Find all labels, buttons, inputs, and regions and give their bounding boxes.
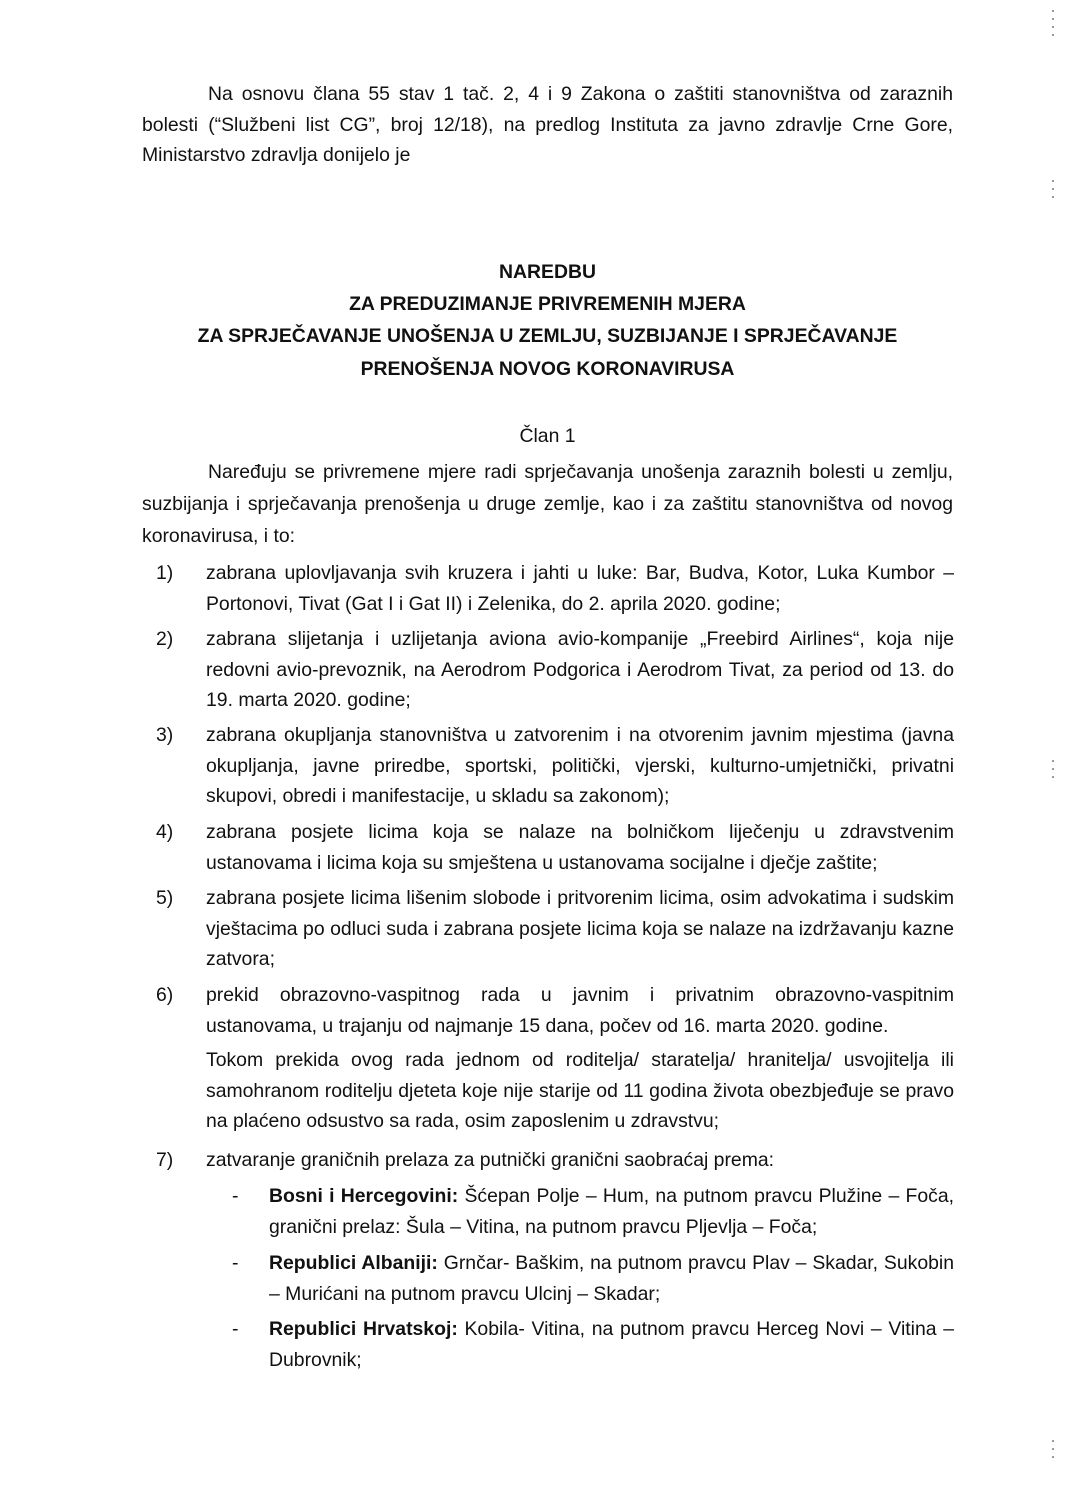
list-item-number: 7) [156, 1149, 174, 1171]
list-item [156, 624, 954, 716]
title-line-2: ZA PREDUZIMANJE PRIVREMENIH MJERA [349, 293, 746, 316]
list-item-number: 5) [156, 887, 174, 909]
scan-edge-marks [1052, 760, 1055, 784]
scan-edge-marks [1052, 180, 1055, 204]
crossing-details: Kobila- Vitina, na putnom pravcu Herceg Novi – Vitina –Dubrovnik; [269, 1318, 954, 1371]
list-item-number: 3) [156, 724, 174, 746]
bullet-dash: - [232, 1252, 239, 1274]
list-item-text: zabrana slijetanja i uzlijetanja aviona avio-kompanije „Freebird Airlines“, koja nije redovni avio-prevoznik, na Aerodrom Podgorica i Aerodrom Tivat, za period od 13. do 19. marta 2020. godine; [206, 628, 954, 711]
bullet-dash: - [232, 1185, 239, 1207]
list-item-text: zabrana uplovljavanja svih kruzera i jahti u luke: Bar, Budva, Kotor, Luka Kumbor – Portonovi, Tivat (Gat I i Gat II) i Zelenika, do 2. aprila 2020. godine; [206, 562, 954, 615]
list-item [156, 558, 954, 619]
list-item-text: prekid obrazovno-vaspitnog rada u javnim i privatnim obrazovno-vaspitnim ustanovama, u trajanju od najmanje 15 dana, počev od 16. marta 2020. godine. [206, 984, 954, 1037]
country-name: Republici Hrvatskoj: [269, 1318, 458, 1340]
country-name: Bosni i Hercegovini: [269, 1185, 459, 1207]
article-heading: Član 1 [519, 425, 576, 447]
title-line-3: ZA SPRJEČAVANJE UNOŠENJA U ZEMLJU, SUZBIJANJE I SPRJEČAVANJE [197, 325, 898, 348]
list-item-text: zabrana posjete licima lišenim slobode i pritvorenim licima, osim advokatima i sudskim vještacima po odluci suda i zabrana posjete licima koja se nalaze na izdržavanju kazne zatvora; [206, 887, 954, 970]
list-item-text: zatvaranje graničnih prelaza za putnički granični saobraćaj prema: [206, 1149, 775, 1171]
crossing-details: Grnčar- Baškim, na putnom pravcu Plav – Skadar, Sukobin – Murićani na putnom pravcu Ulcinj – Skadar; [269, 1252, 954, 1305]
country-name: Republici Albaniji: [269, 1252, 438, 1274]
scan-edge-marks [1052, 1440, 1055, 1464]
list-item [156, 980, 954, 1041]
border-crossing-text [269, 1181, 954, 1242]
list-item-number: 1) [156, 562, 174, 584]
crossing-details: Šćepan Polje – Hum, na putnom pravcu Plužine – Foča, granični prelaz: Šula – Vitina, na putnom pravcu Pljevlja – Foča; [269, 1185, 954, 1238]
item-6-note: Tokom prekida ovog rada jednom od roditelja/ staratelja/ hranitelja/ usvojitelja ili samohranom roditelju djeteta koje nije starije od 11 godina života obezbjeđuje se pravo na plaćeno odsustvo sa rada, osim zaposlenim u zdravstvu; [206, 1049, 954, 1132]
title-line-4: PRENOŠENJA NOVOG KORONAVIRUSA [360, 357, 735, 380]
bullet-dash: - [232, 1318, 239, 1340]
title-line-1: NAREDBU [499, 261, 596, 283]
border-crossing-item [232, 1248, 954, 1309]
list-item-number: 4) [156, 821, 174, 843]
list-item-text: zabrana posjete licima koja se nalaze na bolničkom liječenju u zdravstvenim ustanovama i licima koja su smještena u ustanovama socijalne i dječje zaštite; [206, 821, 954, 874]
list-item-number: 2) [156, 628, 174, 650]
border-crossing-item [232, 1314, 954, 1375]
scan-edge-marks [1052, 10, 1055, 42]
border-crossing-text [269, 1314, 954, 1375]
list-item-text: zabrana okupljanja stanovništva u zatvorenim i na otvorenim javnim mjestima (javna okupljanja, javne priredbe, sportski, politički, vjerski, kulturno-umjetnički, privatni skupovi, obredi i manifestacije, u skladu sa zakonom); [206, 724, 954, 807]
intro-paragraph: Na osnovu člana 55 stav 1 tač. 2, 4 i 9 Zakona o zaštiti stanovništva od zaraznih bolesti (“Službeni list CG”, broj 12/18), na predlog Instituta za javno zdravlje Crne Gore, Ministarstvo zdravlja donijelo je [142, 83, 953, 166]
list-item [156, 1145, 954, 1176]
border-crossing-item [232, 1181, 954, 1242]
border-crossing-text [269, 1248, 954, 1309]
list-item [156, 720, 954, 812]
list-item [156, 817, 954, 878]
list-item-number: 6) [156, 984, 174, 1006]
list-item [156, 883, 954, 975]
lead-paragraph: Naređuju se privremene mjere radi sprječavanja unošenja zaraznih bolesti u zemlju, suzbijanja i sprječavanja prenošenja u druge zemlje, kao i za zaštitu stanovništva od novog koronavirusa, i to: [142, 461, 953, 547]
document-title [142, 256, 953, 385]
